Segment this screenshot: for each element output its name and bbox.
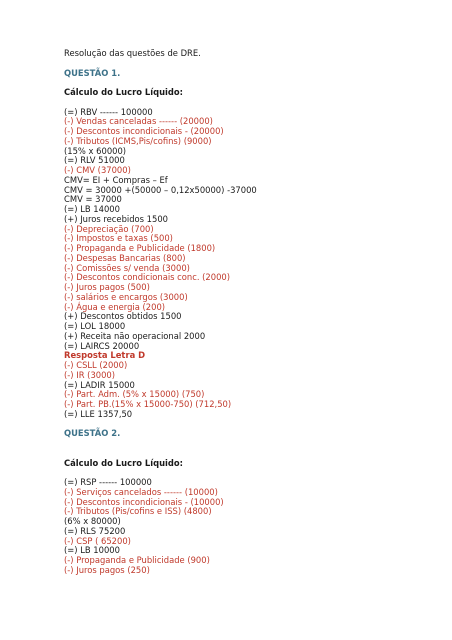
calculation-line: (-) Part. Adm. (5% x 15000) (750): [64, 389, 205, 400]
calculation-line: (-) CSLL (2000): [64, 360, 128, 370]
calculation-line: (-) Part. PB.(15% x 15000-750) (712,50): [64, 399, 232, 409]
answer-line: Resposta Letra D: [64, 350, 146, 361]
calculation-line: (=) LADIR 15000: [64, 379, 135, 390]
calculation-line: (6% x 80000): [64, 516, 121, 526]
calculation-line: (=) LOL 18000: [64, 321, 126, 331]
calculation-line: (-) Depreciação (700): [64, 223, 154, 234]
calculation-line: (-) CSP ( 65200): [64, 535, 131, 546]
calculation-line: (-) CMV (37000): [64, 165, 131, 175]
calculation-line: (-) IR (3000): [64, 369, 116, 380]
document-intro: Resolução das questões de DRE.: [64, 48, 201, 58]
question-2-subheading: Cálculo do Lucro Líquido:: [64, 457, 183, 468]
calculation-line: (-) Tributos (ICMS,Pis/cofins) (9000): [64, 135, 212, 146]
calculation-line: (-) Juros pagos (250): [64, 564, 150, 575]
question-1-subheading: Cálculo do Lucro Líquido:: [64, 87, 183, 97]
calculation-line: (-) Serviços cancelados ------ (10000): [64, 486, 218, 497]
calculation-line: (+) Juros recebidos 1500: [64, 213, 168, 224]
calculation-line: (=) RSP ------ 100000: [64, 477, 152, 487]
calculation-line: (-) salários e encargos (3000): [64, 291, 188, 302]
calculation-line: (-) Descontos incondicionais - (20000): [64, 126, 224, 136]
calculation-line: (-) Descontos incondicionais - (10000): [64, 496, 224, 507]
calculation-line: (=) LLE 1357,50: [64, 408, 133, 419]
calculation-line: CMV = 30000 +(50000 – 0,12x50000) -37000: [64, 184, 257, 195]
calculation-line: (-) Propaganda e Publicidade (1800): [64, 243, 216, 253]
calculation-line: (-) Água e energia (200): [64, 301, 166, 312]
question-2-calculation: [64, 478, 434, 576]
calculation-line: (+) Receita não operacional 2000: [64, 330, 206, 341]
question-2-heading: QUESTÃO 2.: [64, 428, 121, 439]
calculation-line: (=) RBV ------ 100000: [64, 106, 153, 117]
calculation-line: (-) Vendas canceladas ------ (20000): [64, 116, 213, 127]
question-1-heading: QUESTÃO 1.: [64, 67, 121, 78]
calculation-line: (-) Propaganda e Publicidade (900): [64, 555, 210, 565]
calculation-line: (-) Juros pagos (500): [64, 282, 150, 292]
calculation-line: (=) RLS 75200: [64, 525, 126, 536]
calculation-line: (-) Impostos e taxas (500): [64, 233, 173, 244]
calculation-line: CMV = 37000: [64, 194, 122, 205]
calculation-line: (+) Descontos obtidos 1500: [64, 311, 182, 322]
calculation-line: (-) Tributos (Pis/cofins e ISS) (4800): [64, 506, 212, 517]
calculation-line: (-) Despesas Bancarias (800): [64, 252, 186, 263]
question-1-calculation: [64, 108, 434, 420]
calculation-line: CMV= EI + Compras – Ef: [64, 174, 168, 185]
spacer: [64, 439, 434, 459]
calculation-line: (=) LB 14000: [64, 204, 120, 214]
calculation-line: (-) Descontos condicionais conc. (2000): [64, 272, 230, 283]
calculation-line: (=) RLV 51000: [64, 155, 125, 166]
document-page: [64, 49, 434, 576]
calculation-line: (-) Comissões s/ venda (3000): [64, 262, 190, 273]
calculation-line: (=) LAIRCS 20000: [64, 340, 140, 351]
calculation-line: (=) LB 10000: [64, 545, 120, 556]
calculation-line: (15% x 60000): [64, 145, 127, 156]
